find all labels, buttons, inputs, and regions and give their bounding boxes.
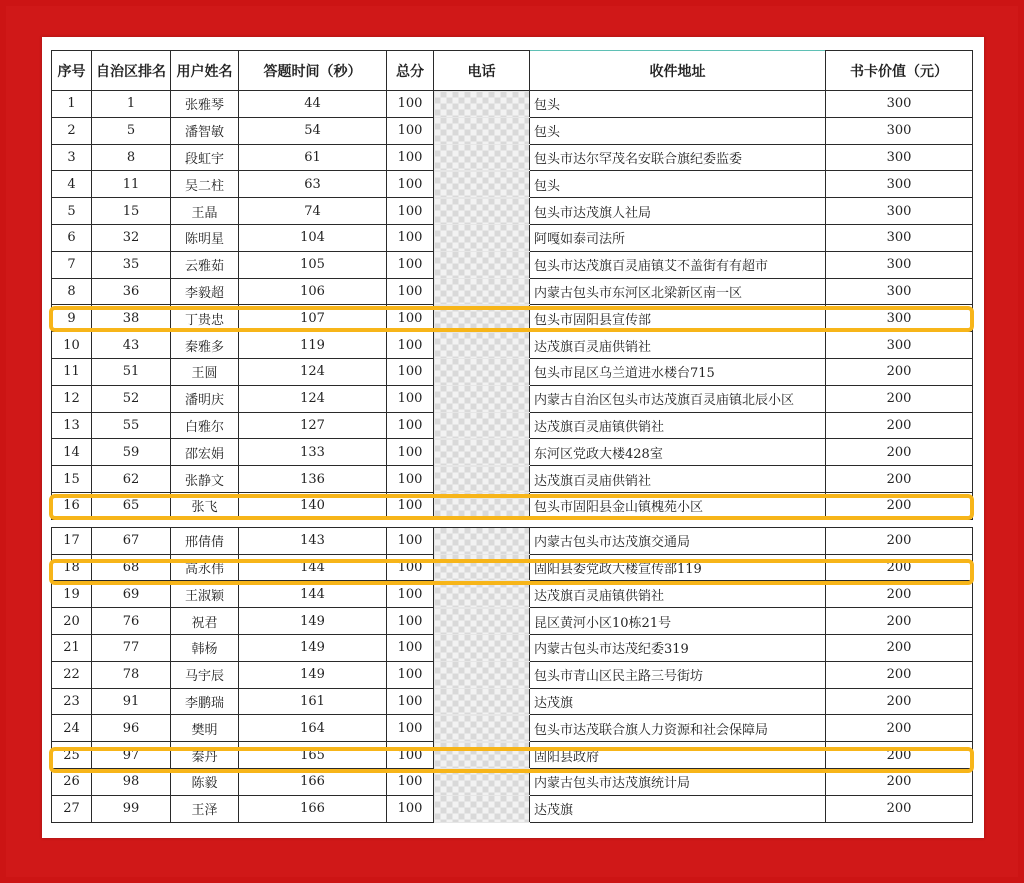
cell-name: 王圆	[171, 358, 239, 385]
table-row	[52, 358, 973, 385]
cell-time: 105	[239, 251, 387, 278]
table-row	[52, 385, 973, 412]
cell-value: 200	[826, 527, 973, 554]
cell-address: 包头市达茂联合旗人力资源和社会保障局	[530, 715, 826, 742]
cell-score: 100	[387, 742, 434, 769]
cell-value: 300	[826, 117, 973, 144]
cell-time: 144	[239, 554, 387, 581]
cell-address: 固阳县委党政大楼宣传部119	[530, 554, 826, 581]
cell-time: 124	[239, 358, 387, 385]
cell-rank: 96	[92, 715, 171, 742]
cell-address: 包头	[530, 91, 826, 118]
cell-no: 17	[52, 527, 92, 554]
cell-score: 100	[387, 608, 434, 635]
gap-cell	[826, 519, 973, 527]
header-time: 答题时间（秒）	[239, 51, 387, 91]
cell-name: 云雅茹	[171, 251, 239, 278]
header-score: 总分	[387, 51, 434, 91]
cell-no: 14	[52, 439, 92, 466]
header-name: 用户姓名	[171, 51, 239, 91]
cell-time: 54	[239, 117, 387, 144]
cell-phone-redacted	[434, 688, 530, 715]
header-value: 书卡价值（元）	[826, 51, 973, 91]
cell-phone-redacted	[434, 439, 530, 466]
cell-name: 丁贵忠	[171, 305, 239, 332]
cell-rank: 65	[92, 492, 171, 519]
cell-phone-redacted	[434, 768, 530, 795]
gap-cell	[52, 519, 92, 527]
table-row	[52, 91, 973, 118]
cell-no: 6	[52, 224, 92, 251]
cell-no: 1	[52, 91, 92, 118]
table-row	[52, 332, 973, 359]
table-row	[52, 412, 973, 439]
cell-time: 124	[239, 385, 387, 412]
cell-rank: 32	[92, 224, 171, 251]
cell-name: 张雅琴	[171, 91, 239, 118]
cell-phone-redacted	[434, 492, 530, 519]
cell-no: 22	[52, 661, 92, 688]
cell-address: 达茂旗百灵庙供销社	[530, 332, 826, 359]
table-row	[52, 171, 973, 198]
cell-value: 200	[826, 634, 973, 661]
cell-rank: 76	[92, 608, 171, 635]
cell-rank: 68	[92, 554, 171, 581]
table-row	[52, 795, 973, 822]
cell-score: 100	[387, 715, 434, 742]
cell-no: 7	[52, 251, 92, 278]
cell-phone-redacted	[434, 358, 530, 385]
cell-address: 达茂旗百灵庙镇供销社	[530, 412, 826, 439]
cell-address: 达茂旗	[530, 795, 826, 822]
cell-name: 潘智敏	[171, 117, 239, 144]
header-rank: 自治区排名	[92, 51, 171, 91]
cell-no: 5	[52, 198, 92, 225]
cell-value: 200	[826, 581, 973, 608]
cell-no: 11	[52, 358, 92, 385]
table-row	[52, 768, 973, 795]
table-row	[52, 198, 973, 225]
cell-value: 300	[826, 224, 973, 251]
table-row	[52, 224, 973, 251]
cell-address: 包头	[530, 117, 826, 144]
cell-rank: 1	[92, 91, 171, 118]
cell-no: 10	[52, 332, 92, 359]
cell-time: 149	[239, 661, 387, 688]
cell-time: 165	[239, 742, 387, 769]
cell-name: 李鹏瑞	[171, 688, 239, 715]
cell-value: 300	[826, 251, 973, 278]
cell-name: 马宇辰	[171, 661, 239, 688]
table-row	[52, 554, 973, 581]
cell-rank: 77	[92, 634, 171, 661]
cell-name: 段虹宇	[171, 144, 239, 171]
cell-phone-redacted	[434, 385, 530, 412]
cell-name: 邵宏娟	[171, 439, 239, 466]
cell-no: 9	[52, 305, 92, 332]
cell-name: 陈毅	[171, 768, 239, 795]
cell-phone-redacted	[434, 608, 530, 635]
cell-score: 100	[387, 278, 434, 305]
cell-time: 164	[239, 715, 387, 742]
cell-name: 秦丹	[171, 742, 239, 769]
table-header	[52, 51, 973, 91]
cell-name: 韩杨	[171, 634, 239, 661]
table-row	[52, 661, 973, 688]
cell-score: 100	[387, 581, 434, 608]
cell-time: 133	[239, 439, 387, 466]
header-address: 收件地址	[530, 51, 826, 91]
cell-phone-redacted	[434, 117, 530, 144]
cell-no: 23	[52, 688, 92, 715]
cell-score: 100	[387, 171, 434, 198]
cell-rank: 15	[92, 198, 171, 225]
cell-score: 100	[387, 795, 434, 822]
cell-time: 63	[239, 171, 387, 198]
gap-cell	[239, 519, 387, 527]
cell-value: 200	[826, 742, 973, 769]
cell-address: 阿嘎如泰司法所	[530, 224, 826, 251]
cell-rank: 67	[92, 527, 171, 554]
cell-address: 固阳县政府	[530, 742, 826, 769]
cell-value: 200	[826, 385, 973, 412]
cell-time: 119	[239, 332, 387, 359]
table-row	[52, 742, 973, 769]
cell-no: 21	[52, 634, 92, 661]
cell-name: 潘明庆	[171, 385, 239, 412]
table-row	[52, 492, 973, 519]
cell-address: 内蒙古自治区包头市达茂旗百灵庙镇北辰小区	[530, 385, 826, 412]
gap-cell	[387, 519, 434, 527]
cell-phone-redacted	[434, 144, 530, 171]
cell-rank: 98	[92, 768, 171, 795]
cell-rank: 99	[92, 795, 171, 822]
cell-no: 20	[52, 608, 92, 635]
cell-time: 61	[239, 144, 387, 171]
table-row	[52, 251, 973, 278]
cell-value: 300	[826, 144, 973, 171]
cell-time: 74	[239, 198, 387, 225]
cell-phone-redacted	[434, 251, 530, 278]
cell-value: 200	[826, 715, 973, 742]
cell-score: 100	[387, 768, 434, 795]
table-row	[52, 117, 973, 144]
table-row	[52, 305, 973, 332]
cell-score: 100	[387, 358, 434, 385]
table-row	[52, 688, 973, 715]
cell-no: 19	[52, 581, 92, 608]
cell-value: 200	[826, 661, 973, 688]
cell-time: 161	[239, 688, 387, 715]
cell-rank: 51	[92, 358, 171, 385]
table-row	[52, 466, 973, 493]
cell-value: 200	[826, 492, 973, 519]
cell-rank: 5	[92, 117, 171, 144]
cell-rank: 78	[92, 661, 171, 688]
cell-name: 樊明	[171, 715, 239, 742]
cell-rank: 35	[92, 251, 171, 278]
gap-cell	[434, 519, 530, 527]
cell-no: 4	[52, 171, 92, 198]
table-row	[52, 581, 973, 608]
cell-address: 包头	[530, 171, 826, 198]
cell-phone-redacted	[434, 581, 530, 608]
cell-score: 100	[387, 527, 434, 554]
header-row	[52, 51, 973, 91]
cell-name: 吴二柱	[171, 171, 239, 198]
cell-name: 张飞	[171, 492, 239, 519]
cell-no: 13	[52, 412, 92, 439]
cell-phone-redacted	[434, 305, 530, 332]
cell-no: 15	[52, 466, 92, 493]
cell-score: 100	[387, 661, 434, 688]
cell-phone-redacted	[434, 527, 530, 554]
cell-value: 200	[826, 439, 973, 466]
cell-value: 200	[826, 358, 973, 385]
cell-name: 白雅尔	[171, 412, 239, 439]
cell-address: 内蒙古包头市东河区北梁新区南一区	[530, 278, 826, 305]
cell-score: 100	[387, 385, 434, 412]
gap-cell	[171, 519, 239, 527]
cell-score: 100	[387, 224, 434, 251]
cell-value: 300	[826, 332, 973, 359]
cell-address: 昆区黄河小区10栋21号	[530, 608, 826, 635]
cell-score: 100	[387, 412, 434, 439]
cell-phone-redacted	[434, 198, 530, 225]
cell-rank: 43	[92, 332, 171, 359]
cell-no: 26	[52, 768, 92, 795]
cell-value: 200	[826, 688, 973, 715]
page-break-gap	[52, 519, 973, 527]
cell-score: 100	[387, 117, 434, 144]
cell-name: 王晶	[171, 198, 239, 225]
cell-rank: 52	[92, 385, 171, 412]
gap-cell	[530, 519, 826, 527]
cell-rank: 38	[92, 305, 171, 332]
cell-address: 包头市青山区民主路三号街坊	[530, 661, 826, 688]
cell-phone-redacted	[434, 171, 530, 198]
cell-name: 高永伟	[171, 554, 239, 581]
cell-address: 包头市昆区乌兰道进水楼台715	[530, 358, 826, 385]
cell-no: 27	[52, 795, 92, 822]
cell-value: 300	[826, 91, 973, 118]
cell-rank: 8	[92, 144, 171, 171]
cell-name: 李毅超	[171, 278, 239, 305]
cell-no: 25	[52, 742, 92, 769]
cell-score: 100	[387, 466, 434, 493]
cell-address: 内蒙古包头市达茂旗交通局	[530, 527, 826, 554]
cell-address: 包头市固阳县宣传部	[530, 305, 826, 332]
table-row	[52, 634, 973, 661]
cell-score: 100	[387, 492, 434, 519]
cell-time: 140	[239, 492, 387, 519]
cell-no: 12	[52, 385, 92, 412]
table-body	[52, 91, 973, 823]
cell-rank: 69	[92, 581, 171, 608]
cell-value: 200	[826, 412, 973, 439]
cell-no: 3	[52, 144, 92, 171]
cell-no: 2	[52, 117, 92, 144]
header-phone: 电话	[434, 51, 530, 91]
table-row	[52, 608, 973, 635]
cell-phone-redacted	[434, 278, 530, 305]
cell-score: 100	[387, 144, 434, 171]
cell-name: 邢倩倩	[171, 527, 239, 554]
cell-time: 144	[239, 581, 387, 608]
cell-name: 张静文	[171, 466, 239, 493]
table-row	[52, 439, 973, 466]
cell-value: 200	[826, 554, 973, 581]
cell-rank: 11	[92, 171, 171, 198]
table-row	[52, 715, 973, 742]
cell-phone-redacted	[434, 634, 530, 661]
cell-score: 100	[387, 439, 434, 466]
cell-time: 127	[239, 412, 387, 439]
cell-score: 100	[387, 251, 434, 278]
cell-score: 100	[387, 332, 434, 359]
cell-no: 24	[52, 715, 92, 742]
cell-time: 104	[239, 224, 387, 251]
cell-score: 100	[387, 305, 434, 332]
cell-address: 达茂旗百灵庙供销社	[530, 466, 826, 493]
cell-phone-redacted	[434, 795, 530, 822]
cell-time: 166	[239, 795, 387, 822]
cell-time: 149	[239, 634, 387, 661]
cell-phone-redacted	[434, 91, 530, 118]
cell-value: 300	[826, 278, 973, 305]
table-row	[52, 144, 973, 171]
cell-time: 44	[239, 91, 387, 118]
table-row	[52, 278, 973, 305]
cell-value: 300	[826, 305, 973, 332]
cell-address: 包头市固阳县金山镇槐苑小区	[530, 492, 826, 519]
cell-phone-redacted	[434, 661, 530, 688]
cell-time: 107	[239, 305, 387, 332]
cell-rank: 97	[92, 742, 171, 769]
cell-time: 106	[239, 278, 387, 305]
cell-no: 16	[52, 492, 92, 519]
cell-score: 100	[387, 634, 434, 661]
cell-rank: 36	[92, 278, 171, 305]
cell-address: 达茂旗百灵庙镇供销社	[530, 581, 826, 608]
cell-name: 祝君	[171, 608, 239, 635]
cell-name: 陈明星	[171, 224, 239, 251]
cell-address: 内蒙古包头市达茂纪委319	[530, 634, 826, 661]
cell-phone-redacted	[434, 742, 530, 769]
cell-time: 166	[239, 768, 387, 795]
cell-address: 包头市达茂旗百灵庙镇艾不盖街有有超市	[530, 251, 826, 278]
cell-phone-redacted	[434, 466, 530, 493]
cell-address: 包头市达尔罕茂名安联合旗纪委监委	[530, 144, 826, 171]
cell-address: 达茂旗	[530, 688, 826, 715]
cell-time: 149	[239, 608, 387, 635]
cell-phone-redacted	[434, 715, 530, 742]
gap-cell	[92, 519, 171, 527]
cell-time: 136	[239, 466, 387, 493]
cell-value: 200	[826, 608, 973, 635]
cell-rank: 62	[92, 466, 171, 493]
cell-phone-redacted	[434, 554, 530, 581]
cell-value: 300	[826, 171, 973, 198]
cell-name: 王淑颖	[171, 581, 239, 608]
cell-phone-redacted	[434, 332, 530, 359]
cell-address: 内蒙古包头市达茂旗统计局	[530, 768, 826, 795]
cell-score: 100	[387, 91, 434, 118]
cell-rank: 59	[92, 439, 171, 466]
cell-value: 200	[826, 795, 973, 822]
cell-rank: 91	[92, 688, 171, 715]
cell-name: 秦雅多	[171, 332, 239, 359]
cell-score: 100	[387, 198, 434, 225]
cell-no: 18	[52, 554, 92, 581]
cell-score: 100	[387, 688, 434, 715]
cell-value: 300	[826, 198, 973, 225]
cell-time: 143	[239, 527, 387, 554]
cell-phone-redacted	[434, 224, 530, 251]
winners-table	[51, 50, 973, 823]
cell-phone-redacted	[434, 412, 530, 439]
header-no: 序号	[52, 51, 92, 91]
table-row	[52, 527, 973, 554]
cell-score: 100	[387, 554, 434, 581]
cell-value: 200	[826, 768, 973, 795]
cell-value: 200	[826, 466, 973, 493]
cell-address: 东河区党政大楼428室	[530, 439, 826, 466]
cell-no: 8	[52, 278, 92, 305]
cell-address: 包头市达茂旗人社局	[530, 198, 826, 225]
cell-name: 王泽	[171, 795, 239, 822]
cell-rank: 55	[92, 412, 171, 439]
